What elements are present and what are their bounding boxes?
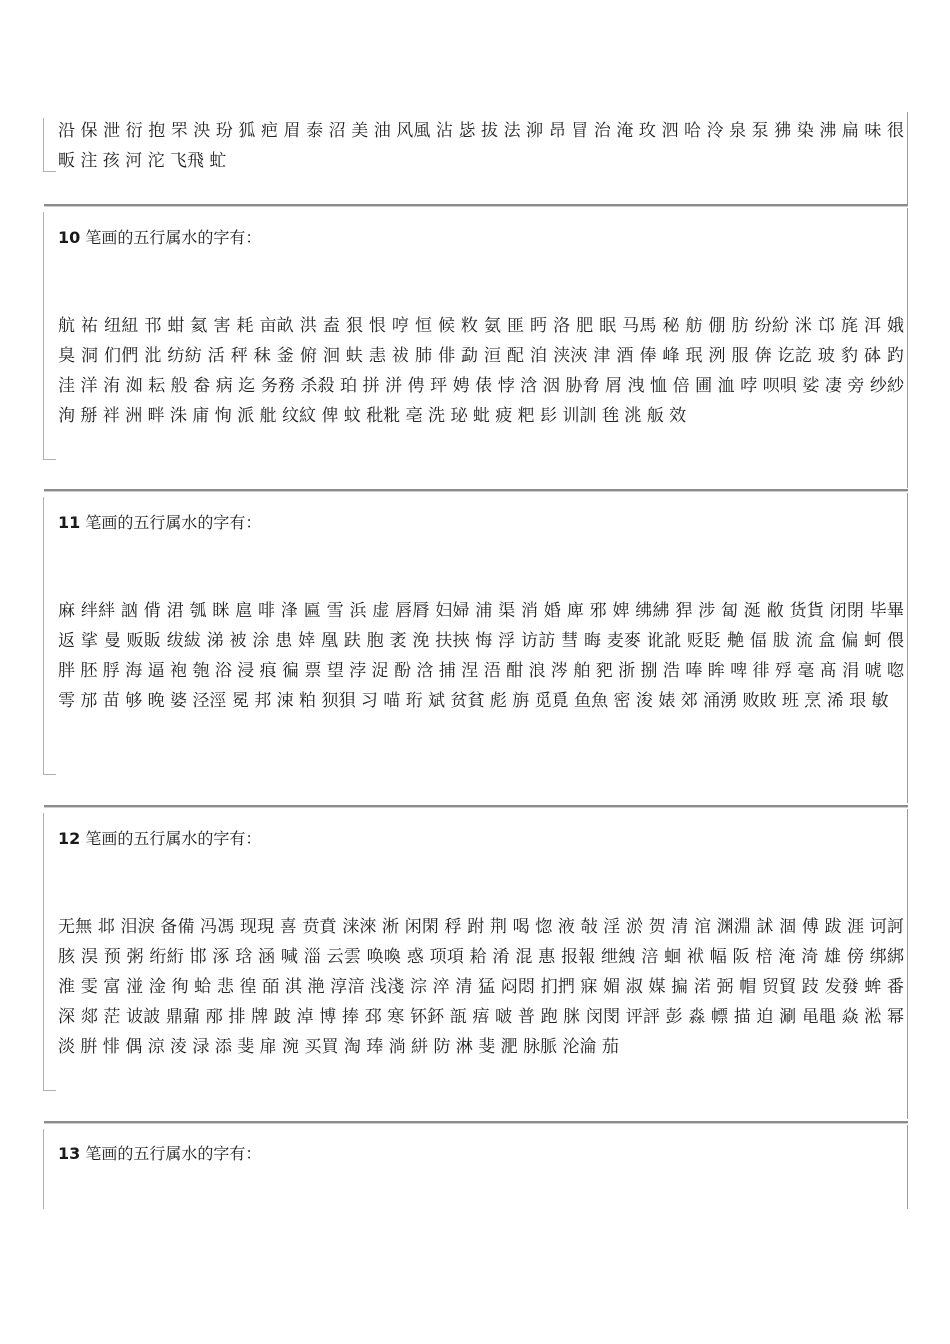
left-bracket [43, 118, 56, 172]
heading-text: 笔画的五行属水的字有： [85, 829, 262, 848]
heading-text: 笔画的五行属水的字有： [85, 228, 262, 247]
right-rule [907, 1125, 908, 1209]
left-bracket [43, 813, 56, 1091]
stroke-count: 10 [58, 228, 81, 247]
char-list: 沿 保 泄 衍 抱 罘 泱 玢 狐 疤 眉 泰 沼 美 油 风風 沾 毖 拔 法 泖 昂 冒 治 淹 玫 泗 哈 泠 泉 泵 狒 染 沸 扁 味 很 畈 注 孩 河 沱 飞飛 虻 [58, 121, 904, 171]
char-list: 麻 绊絆 訩 偝 涒 瓠 眯 扈 啡 浲 匾 雪 浜 虚 唇脣 妇婦 浦 渠 消 婚 庳 邪 婢 绋紼 猂 涉 匐 涎 敝 货貨 闭閉 毕畢 返 挲 曼 贩販 绂紱 涕 被 涂 患 婞 凰 趺 胞 袤 浼 扶挾 悔 浮 访訪 彗 晦 麦麥 讹訛 贬貶 艴 偪 胈 流 盒 偏 蚵 偎 胖 胚 脬 海 逼 袍 匏 浴 浸 痕 徧 票 望 浡 浞 酚 浛 捕 涅 浯 酣 浪 涔 舶 豝 浙 捌 浩 唪 眸 啤 徘 殍 毫 髙 涓 唬 唿 雩 邡 苗 够 晚 婆 泾涇 冕 邦 涑 粕 狈狽 习 喵 珩 斌 贫貧 彪 旃 觅覓 鱼魚 密 浚 婊 郊 涌湧 败敗 班 烹 浠 珢 敏 [58, 601, 904, 711]
block-12-strokes [0, 809, 950, 1119]
section-heading [58, 512, 261, 534]
right-rule [907, 208, 908, 488]
block-10-strokes [0, 208, 950, 488]
stroke-count: 12 [58, 829, 81, 848]
stroke-count: 11 [58, 513, 81, 532]
divider [44, 489, 908, 491]
heading-text: 笔画的五行属水的字有： [85, 513, 262, 532]
right-rule [907, 112, 908, 204]
section-heading [58, 828, 261, 850]
left-bracket [43, 212, 56, 460]
block-13-strokes [0, 1125, 950, 1209]
divider [44, 1121, 908, 1123]
section-heading [58, 1143, 261, 1165]
char-list: 无無 邶 泪淚 备備 冯馮 现現 喜 贲賁 涞淶 淅 闲閑 稃 跗 荆 喝 惚 液 敧 淫 淤 贺 清 涫 渊淵 訹 涸 傅 跋 涯 诃訶 胲 淏 预 粥 绗絎 邯 涿 琀 涵 喊 淄 云雲 唤喚 惑 项項 耠 淆 混 惠 报報 绁絏 涪 蛔 袱 幅 阪 棓 淹 渏 雄 傍 绑綁 淮 雯 富 湴 淦 徇 蛤 悲 徨 皕 淇 滟 淳湆 浅淺 淙 淬 清 猛 闷悶 扪捫 寐 媚 淑 媒 揙 渃 弼 帽 贸貿 跂 发發 蛑 番 深 郯 茫 诐詖 鼎鼐 邴 排 牌 跛 淖 博 捧 邳 寒 钚鈈 瓿 痦 啵 普 跑 脒 闵閔 评評 彭 淼 幖 描 迫 涮 黾黽 焱 淞 幂 淡 腁 悱 偶 涼 淩 渌 添 斐 扉 涴 买買 淘 琫 淌 絣 防 淋 斐 淝 脉脈 沦淪 茄 [58, 917, 904, 1057]
left-bracket [43, 1129, 56, 1209]
right-rule [907, 809, 908, 1119]
divider [44, 204, 908, 206]
heading-text: 笔画的五行属水的字有： [85, 1144, 262, 1163]
left-bracket [43, 497, 56, 775]
block-11-strokes [0, 493, 950, 803]
block-continuation [0, 112, 950, 204]
section-heading [58, 227, 261, 249]
stroke-count: 13 [58, 1144, 81, 1163]
char-list: 航 祐 纽紐 邗 蚶 氦 害 耗 亩畝 洪 盍 狠 恨 哼 恒 候 敉 氨 匪 眄 洛 肥 眠 马馬 秘 舫 倗 肪 纷紛 洣 邙 旄 洱 娥 臭 洞 们們 沘 纺紡 活 秤 秣 釜 俯 洄 蚨 恚 祓 肺 俳 勐 洹 配 洎 浃浹 津 酒 俸 峰 珉 洌 服 倴 讫訖 玻 豹 砵 趵 洼 洋 洧 洳 耘 般 畚 病 迄 务務 杀殺 珀 拼 洴 俜 玶 娉 俵 悖 浛 洇 胁脅 屑 洩 恤 倍 圃 洫 哱 呗唄 娑 凄 旁 纱紗 洵 掰 袢 洲 畔 洙 庯 恂 派 舭 纹紋 俾 蚊 秕粃 亳 洗 珌 蚍 疲 粑 髟 训訓 毪 洮 舨 效 [58, 316, 904, 426]
divider [44, 805, 908, 807]
right-rule [907, 493, 908, 803]
